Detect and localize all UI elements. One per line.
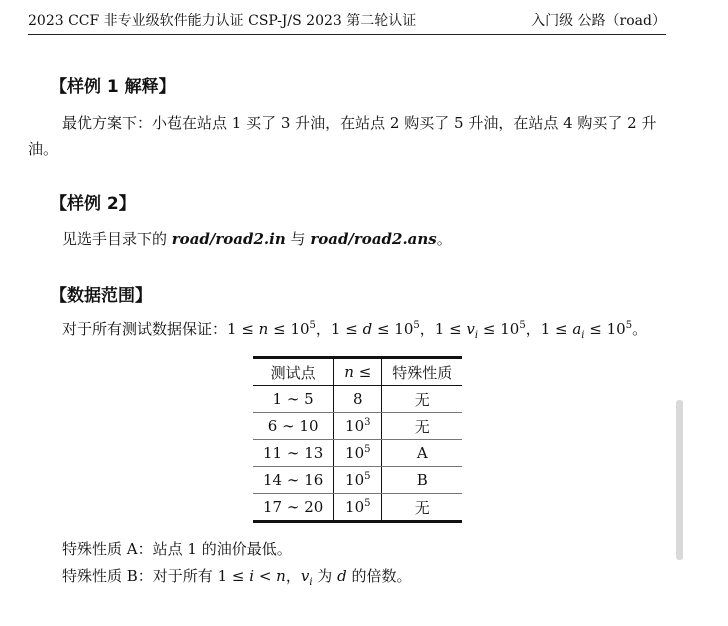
table-header-row <box>253 358 462 386</box>
data-range-intro: 对于所有测试数据保证： <box>62 320 228 338</box>
property-a-text: 站点 1 的油价最低。 <box>152 540 292 558</box>
cell-range: 17 ∼ 20 <box>253 494 334 522</box>
cell-range: 1 ∼ 5 <box>253 386 334 413</box>
cell-n: $10^5$ <box>334 494 382 522</box>
cell-n: $10^3$ <box>334 413 382 440</box>
property-b-label: 特殊性质 B： <box>62 567 153 585</box>
property-b-formula: 1 ≤ i < n，$v_i$ <box>217 567 313 588</box>
property-b-d: d <box>337 567 347 585</box>
property-b-mid: 为 <box>312 567 338 585</box>
vertical-scrollbar[interactable] <box>676 400 683 560</box>
table-row <box>253 494 462 522</box>
sample2-title: 【样例 2】 <box>50 194 136 214</box>
cell-n: $10^5$ <box>334 440 382 467</box>
property-a-note <box>28 536 668 562</box>
property-b-note <box>28 563 668 589</box>
subtask-table <box>253 356 462 523</box>
sample2-answer-file: road/road2.ans <box>310 230 437 248</box>
table-row <box>253 440 462 467</box>
cell-property: A <box>382 440 463 467</box>
constraint-formulas: $1 \le n \le 10^5$，$1 \le d \le 10^5$，$1 \le v_i \le 10^5$，$1 \le a_i \le 10^5$。 <box>227 320 648 341</box>
cell-property: 无 <box>382 386 463 413</box>
cell-n: 8 <box>334 386 382 413</box>
sample2-prefix: 见选手目录下的 <box>62 230 172 248</box>
col-header-property: 特殊性质 <box>382 358 463 386</box>
table-row <box>253 386 462 413</box>
page-header <box>28 10 666 35</box>
sample1-explain-text: 最优方案下：小苞在站点 1 买了 3 升油，在站点 2 购买了 5 升油，在站点 4 购买了 2 升油。 <box>28 114 657 158</box>
sample2-input-file: road/road2.in <box>171 230 286 248</box>
property-b-prefix: 对于所有 <box>152 567 218 585</box>
col-header-testcase: 测试点 <box>253 358 334 386</box>
cell-property: B <box>382 467 463 494</box>
cell-n: $10^5$ <box>334 467 382 494</box>
col-header-n: n ≤ <box>334 358 382 386</box>
data-range-constraints <box>28 316 668 342</box>
cell-property: 无 <box>382 494 463 522</box>
property-b-suffix: 的倍数。 <box>346 567 412 585</box>
header-contest-title: 2023 CCF 非专业级软件能力认证 CSP-J/S 2023 第二轮认证 <box>28 13 417 29</box>
sample2-text <box>28 226 668 252</box>
property-a-label: 特殊性质 A： <box>62 540 153 558</box>
table-row <box>253 413 462 440</box>
data-range-title: 【数据范围】 <box>50 286 152 306</box>
cell-range: 11 ∼ 13 <box>253 440 334 467</box>
sample1-explain-title: 【样例 1 解释】 <box>50 77 176 97</box>
sample2-suffix: 。 <box>436 230 452 248</box>
table-row <box>253 467 462 494</box>
header-problem-name: 入门级 公路（road） <box>531 13 666 29</box>
cell-range: 14 ∼ 16 <box>253 467 334 494</box>
cell-property: 无 <box>382 413 463 440</box>
cell-range: 6 ∼ 10 <box>253 413 334 440</box>
sample2-mid: 与 <box>285 230 311 248</box>
